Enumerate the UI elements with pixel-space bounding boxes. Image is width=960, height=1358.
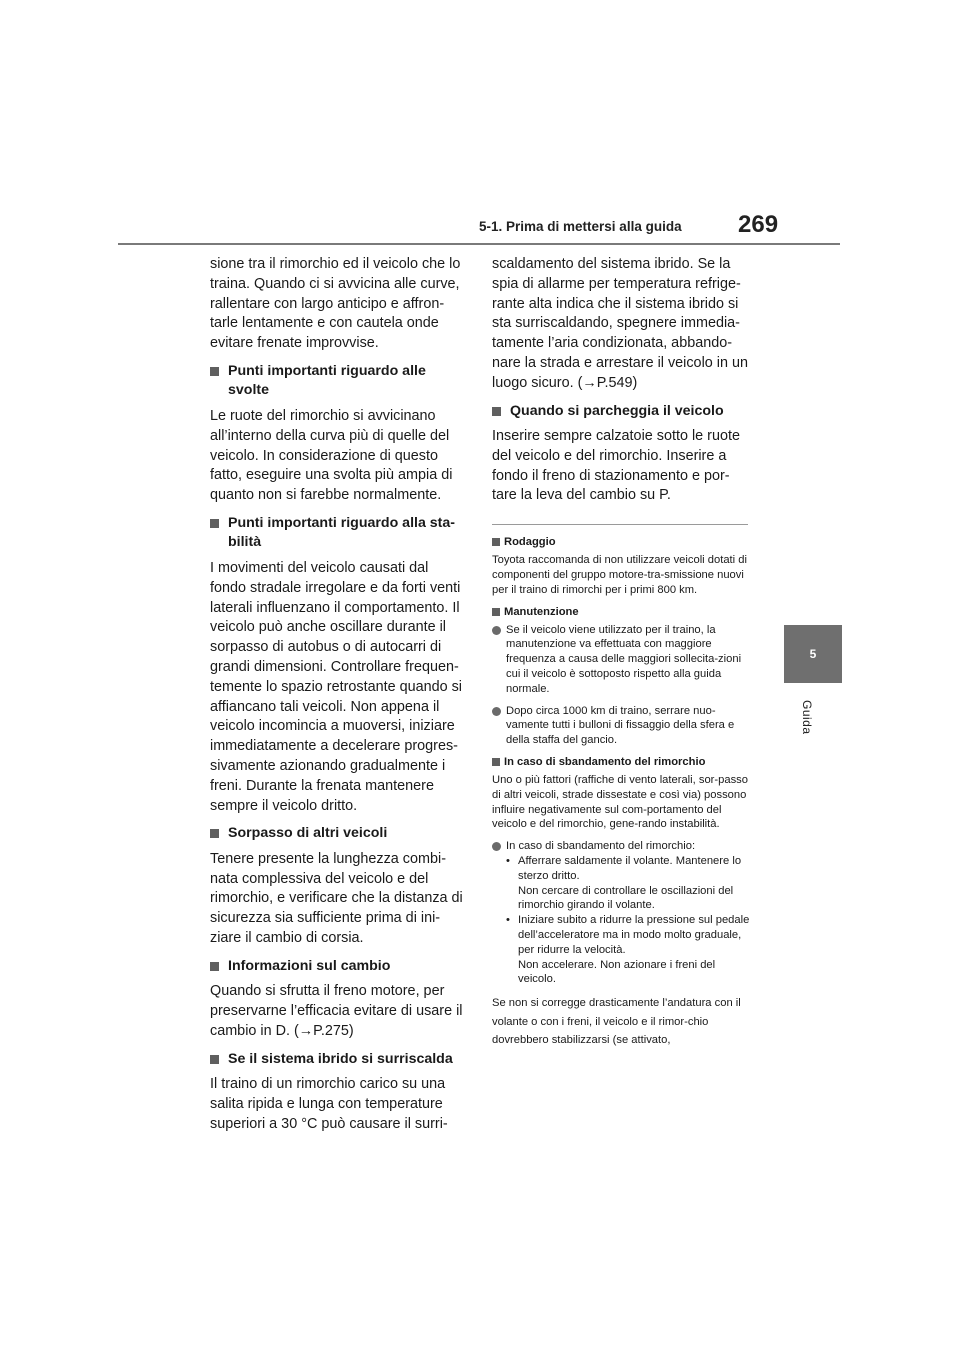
heading-overtake: [210, 824, 465, 844]
heading-turns: [210, 362, 465, 401]
heading-stability-text: Punti importanti riguardo alla sta-bilità: [228, 514, 456, 551]
chapter-label: Guida: [800, 700, 814, 735]
chapter-tab[interactable]: 5: [784, 625, 842, 683]
note-heading-breakin: [492, 535, 754, 550]
square-bullet-icon: [492, 758, 500, 766]
note-maintenance-bullet-1: [492, 623, 754, 697]
heading-gear: [210, 957, 465, 977]
note-heading-sway-text: In caso di sbandamento del rimorchio: [504, 756, 706, 769]
heading-gear-text: Informazioni sul cambio: [228, 957, 391, 974]
note-maintenance-bullet-2-text: Dopo circa 1000 km di traino, serrare nuo-vamente tutti i bulloni di fissaggio della sfera e della staffa del gancio.: [506, 704, 735, 747]
left-column: [210, 255, 465, 1143]
heading-stability: [210, 514, 465, 553]
sway-step-1: [506, 854, 754, 913]
paragraph-gear: Quando si sfrutta il freno motore, per preservarne l’efficacia evitare di usare il cambio in D. (→P.275): [210, 983, 463, 1039]
heading-turns-text: Punti importanti riguardo alle svolte: [228, 362, 426, 399]
paragraph-overtake: Tenere presente la lunghezza combi-nata complessiva del veicolo e del rimorchio, e verificare che la distanza di sicurezza sia sufficiente prima di ini-ziare il cambio di corsia.: [210, 850, 463, 947]
square-bullet-icon: [210, 519, 219, 528]
note-heading-breakin-text: Rodaggio: [504, 536, 556, 549]
note-sway-text: Uno o più fattori (raffiche di vento laterali, sor-passo di altri veicoli, strade dissestate e così via) possono influire negativamente sul com-portamento del veicolo e del rimorchio, gene-rando instabilità.: [492, 774, 748, 831]
square-bullet-icon: [210, 829, 219, 838]
note-maintenance-bullet-2: [492, 704, 754, 748]
round-bullet-icon: [492, 842, 501, 851]
square-bullet-icon: [492, 608, 500, 616]
round-bullet-icon: [492, 707, 501, 716]
square-bullet-icon: [210, 1055, 219, 1064]
round-bullet-icon: [492, 626, 501, 635]
heading-overheat-text: Se il sistema ibrido si surriscalda: [228, 1050, 453, 1067]
sway-step-1-text-b: Non cercare di controllare le oscillazioni del rimorchio girando il volante.: [518, 884, 734, 912]
page-number: 269: [738, 211, 779, 238]
heading-overheat: [210, 1050, 465, 1070]
section-title: 5-1. Prima di mettersi alla guida: [479, 219, 682, 234]
note-heading-maintenance-text: Manutenzione: [504, 605, 579, 618]
heading-parking-text: Quando si parcheggia il veicolo: [510, 402, 724, 419]
paragraph-overheat: Il traino di un rimorchio carico su una salita ripida e lunga con temperature superiori a 30 °C può causare il surri-: [210, 1076, 448, 1132]
notes-divider: [492, 524, 748, 525]
note-heading-maintenance: [492, 605, 754, 620]
header-divider: [118, 243, 840, 245]
note-sway-tail: Se non si corregge drasticamente l’andatura con il volante o con i freni, il veicolo e il rimor-chio dovrebbero stabilizzarsi (se attivato,: [492, 997, 741, 1047]
paragraph-intro: sione tra il rimorchio ed il veicolo che lo traina. Quando ci si avvicina alle curve, rallentare con largo anticipo e affron-tarle lentamente e con cautela onde evitare frenate improvvise.: [210, 256, 461, 352]
heading-parking: [492, 402, 754, 422]
heading-overtake-text: Sorpasso di altri veicoli: [228, 825, 388, 842]
sway-step-2-text-a: Iniziare subito a ridurre la pressione sul pedale dell’acceleratore ma in modo molto graduale, per ridurre la velocità.: [518, 914, 750, 956]
note-sway-bullet: [492, 839, 754, 987]
note-heading-sway: [492, 755, 754, 770]
sway-step-2-text-b: Non accelerare. Non azionare i freni del veicolo.: [518, 958, 716, 986]
paragraph-overheat-continued: scaldamento del sistema ibrido. Se la spia di allarme per temperatura refrige-rante alta indica che il sistema ibrido si sta surriscaldando, spegnere immedia-tamente l’aria condizionata, abbando-nare la strada e arrestare il veicolo in un luogo sicuro. (→P.549): [492, 256, 748, 391]
dot-marker-icon: •: [506, 855, 510, 868]
sway-step-1-text-a: Afferrare saldamente il volante. Mantenere lo sterzo dritto.: [518, 855, 742, 882]
square-bullet-icon: [210, 367, 219, 376]
paragraph-stability: I movimenti del veicolo causati dal fondo stradale irregolare e da forti venti laterali influenzano il comportamento. Il veicolo può anche oscillare durante il sorpasso di autobus o di autocarri di grandi dimensioni. Controllare frequen-temente lo spazio retrostante quando si affiancano tali veicoli. Non appena il veicolo incomincia a muoversi, iniziare immediatamente a decelerare progres-sivamente azionando gradualmente i freni. Durante la frenata mantenere sempre il veicolo dritto.: [210, 559, 462, 814]
square-bullet-icon: [492, 538, 500, 546]
note-sway-bullet-text: In caso di sbandamento del rimorchio:: [506, 840, 696, 853]
paragraph-parking: Inserire sempre calzatoie sotto le ruote del veicolo e del rimorchio. Inserire a fondo il freno di stazionamento e por-tare la leva del cambio su P.: [492, 428, 740, 504]
sway-step-2: [506, 913, 754, 987]
right-column: [492, 255, 754, 1050]
square-bullet-icon: [492, 407, 501, 416]
note-breakin-text: Toyota raccomanda di non utilizzare veicoli dotati di componenti del gruppo motore-tra-smissione nuovi per il traino di rimorchi per i primi 800 km.: [492, 554, 747, 596]
note-maintenance-bullet-1-text: Se il veicolo viene utilizzato per il traino, la manutenzione va effettuata con maggiore frequenza a causa delle maggiori sollecita-zioni cui il veicolo è sottoposto rispetto alla guida normale.: [506, 623, 742, 695]
square-bullet-icon: [210, 962, 219, 971]
paragraph-turns: Le ruote del rimorchio si avvicinano all’interno della curva più di quelle del veicolo. In considerazione di questo fatto, eseguire una svolta più ampia di quanto non si farebbe normalmente.: [210, 407, 453, 504]
dot-marker-icon: •: [506, 914, 510, 927]
